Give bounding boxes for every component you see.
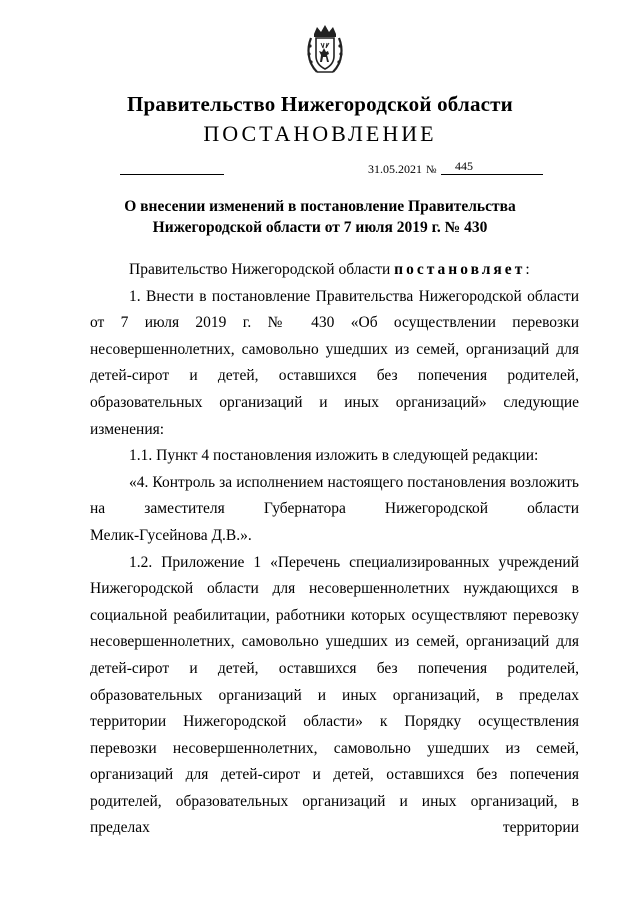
document-date: 31.05.2021 (368, 162, 422, 176)
document-title (0, 196, 640, 238)
registration-blank-line (120, 174, 224, 175)
document-title-line-2: Нижегородской области от 7 июля 2019 г. № 430 (152, 219, 488, 236)
intro-suffix: : (525, 261, 530, 278)
intro-paragraph (90, 257, 579, 284)
document-number: 445 (455, 159, 473, 173)
document-type: ПОСТАНОВЛЕНИЕ (203, 121, 437, 146)
coat-of-arms-emblem (305, 24, 345, 76)
document-number-line (441, 159, 543, 175)
number-sign: № (426, 164, 437, 176)
document-body (90, 257, 579, 842)
intro-prefix: Правительство Нижегородской области (129, 261, 395, 278)
intro-action-word: постановляет (394, 261, 526, 278)
paragraph-1-2: 1.2. Приложение 1 «Перечень специализированных учреждений Нижегородской области для несовершеннолетних нуждающихся в социальной реабилитации, работники которых осуществляют перевозку несовершеннолетних, самовольно ушедших из семей, организаций для детей-сирот и детей, оставшихся без попечения родителей, образовательных организаций и иных организаций, в пределах территории Нижегородской области» к Порядку осуществления перевозки несовершеннолетних, самовольно ушедших из семей, организаций для детей-сирот и детей, оставшихся без попечения родителей, образовательных организаций и иных организаций, в пределах территории (90, 553, 579, 837)
paragraph-quote-end: Мелик-Гусейнова Д.В.». (90, 526, 252, 544)
paragraph-1: 1. Внести в постановление Правительства Нижегородской области от 7 июля 2019 г. № 430 «Об осуществлении перевозки несовершеннолетних, самовольно ушедших из семей, организаций для детей-сирот и детей, оставшихся без попечения родителей, образовательных организаций и иных организаций» следующие изменения: (90, 287, 579, 438)
organization-name: Правительство Нижегородской области (127, 92, 513, 116)
paragraph-quote: «4. Контроль за исполнением настоящего постановления возложить на заместителя Губернатора Нижегородской области (90, 473, 579, 518)
paragraph-1-1: 1.1. Пункт 4 постановления изложить в следующей редакции: (129, 447, 539, 465)
document-title-line-1: О внесении изменений в постановление Правительства (124, 198, 516, 215)
